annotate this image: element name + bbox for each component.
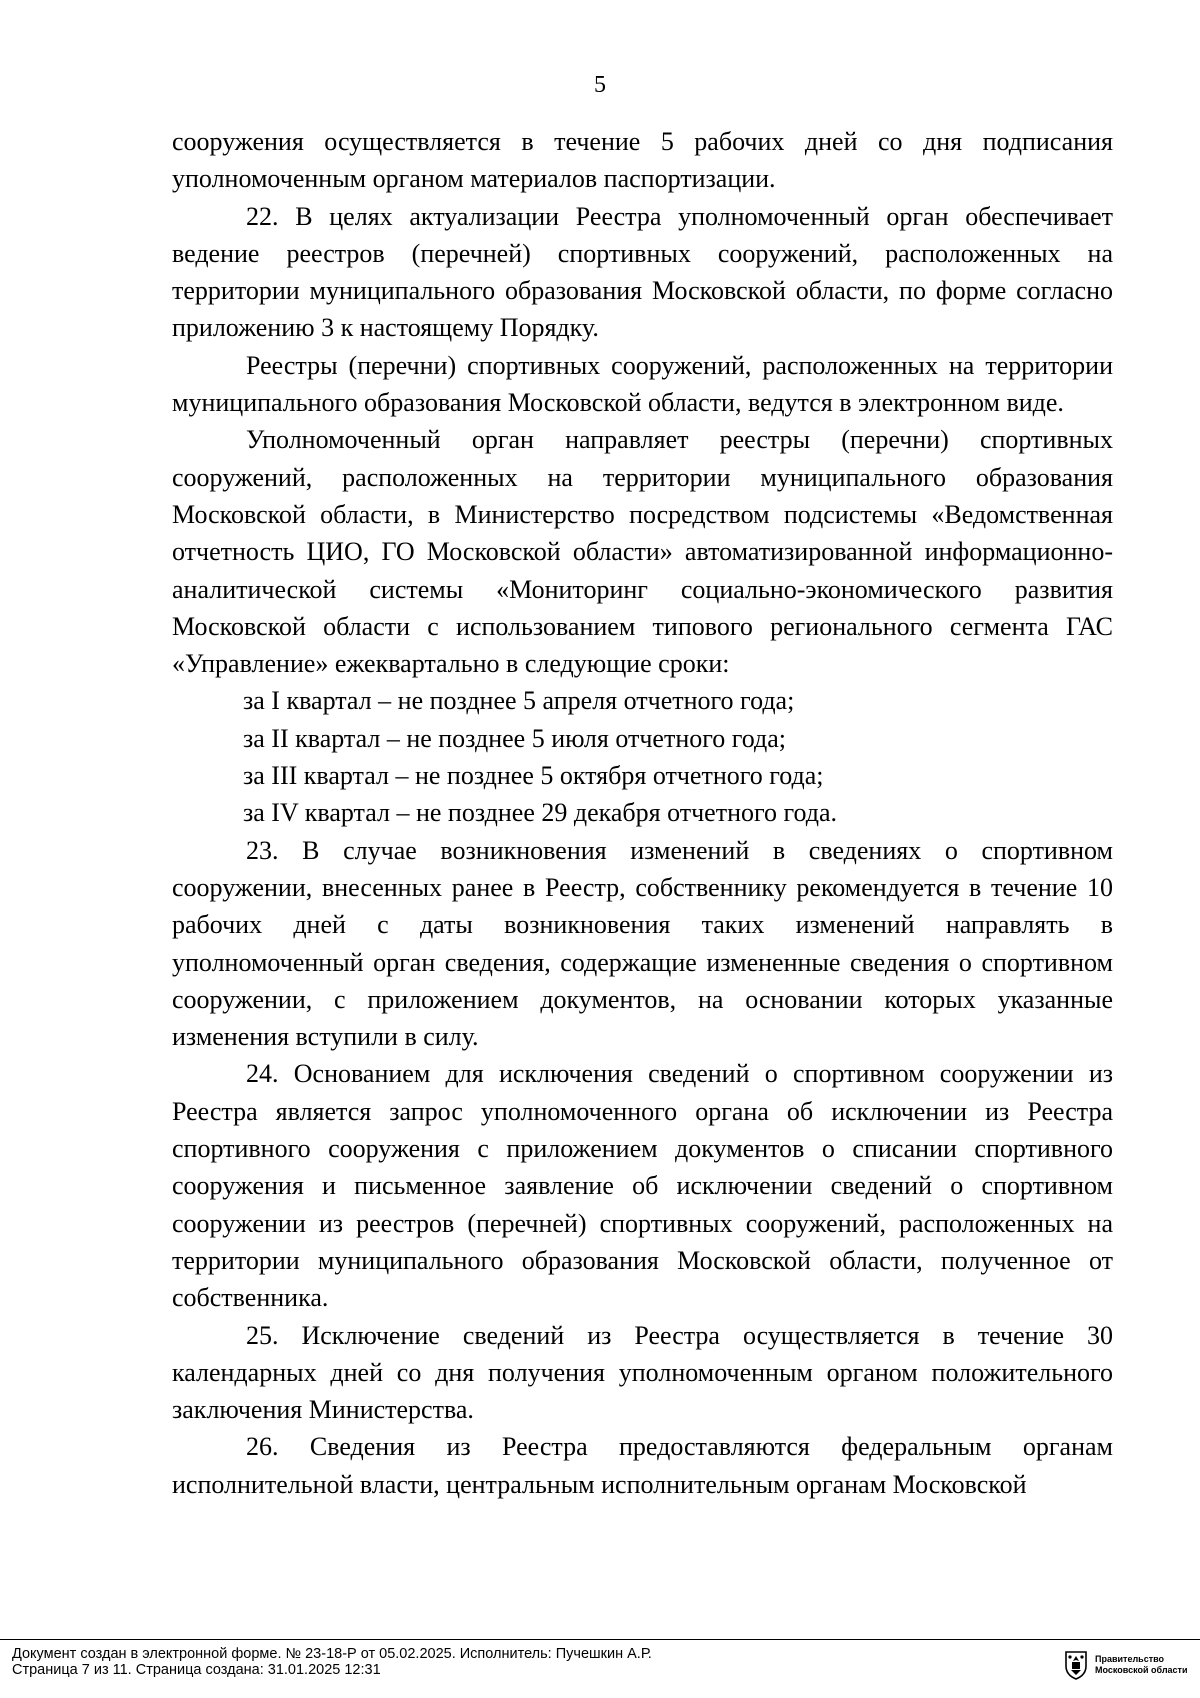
footer-document-info: Документ создан в электронной форме. № 23-18-Р от 05.02.2025. Исполнитель: Пучешкин А.Р. xyxy=(12,1646,652,1662)
paragraph-24: 24. Основанием для исключения сведений о спортивном сооружении из Реестра является запрос уполномоченного органа об исключении из Реестра спортивного сооружения с приложением документов о списании спортивного сооружения и письменное заявление об исключении сведений о спортивном сооружении из реестров (перечней) спортивных сооружений, расположенных на территории муниципального образования Московской области, полученное от собственника. xyxy=(172,1059,1113,1313)
page-number: 5 xyxy=(594,72,606,98)
footer-divider xyxy=(0,1639,1200,1640)
paragraph-26: 26. Сведения из Реестра предоставляются федеральным органам исполнительной власти, центральным исполнительным органам Московской xyxy=(172,1432,1113,1499)
deadline-q4: за IV квартал – не позднее 29 декабря отчетного года. xyxy=(243,798,838,828)
government-logo-line1: Правительство xyxy=(1095,1654,1165,1664)
document-body xyxy=(172,123,1113,1503)
deadline-q2: за II квартал – не позднее 5 июля отчетного года; xyxy=(243,723,787,753)
coat-of-arms-icon xyxy=(1063,1649,1089,1681)
government-logo-line2: Московской области xyxy=(1095,1665,1188,1675)
paragraph-registry-electronic: Реестры (перечни) спортивных сооружений, расположенных на территории муниципального образования Московской области, ведутся в электронном виде. xyxy=(172,350,1113,418)
paragraph-registry-submission: Уполномоченный орган направляет реестры (перечни) спортивных сооружений, расположенных на территории муниципального образования Московской области, в Министерство посредством подсистемы «Ведомственная отчетность ЦИО, ГО Московской области» автоматизированной информационно-аналитической системы «Мониторинг социально-экономического развития Московской области с использованием типового регионального сегмента ГАС «Управление» ежеквартально в следующие сроки: xyxy=(172,425,1113,679)
government-logo xyxy=(1063,1649,1188,1681)
deadline-q3: за III квартал – не позднее 5 октября отчетного года; xyxy=(243,761,824,791)
paragraph-23: 23. В случае возникновения изменений в сведениях о спортивном сооружении, внесенных ранее в Реестр, собственнику рекомендуется в течение 10 рабочих дней с даты возникновения таких изменений направлять в уполномоченный орган сведения, содержащие измененные сведения о спортивном сооружении, с приложением документов, на основании которых указанные изменения вступили в силу. xyxy=(172,835,1113,1052)
document-footer xyxy=(12,1646,652,1678)
paragraph-22: 22. В целях актуализации Реестра уполномоченный орган обеспечивает ведение реестров (перечней) спортивных сооружений, расположенных на территории муниципального образования Московской области, по форме согласно приложению 3 к настоящему Порядку. xyxy=(172,201,1113,343)
government-logo-text xyxy=(1095,1654,1188,1676)
footer-page-info: Страница 7 из 11. Страница создана: 31.01.2025 12:31 xyxy=(12,1662,381,1678)
paragraph-25: 25. Исключение сведений из Реестра осуществляется в течение 30 календарных дней со дня получения уполномоченным органом положительного заключения Министерства. xyxy=(172,1320,1113,1425)
deadline-q1: за I квартал – не позднее 5 апреля отчетного года; xyxy=(243,686,795,716)
paragraph-continuation: сооружения осуществляется в течение 5 рабочих дней со дня подписания уполномоченным органом материалов паспортизации. xyxy=(172,127,1113,194)
